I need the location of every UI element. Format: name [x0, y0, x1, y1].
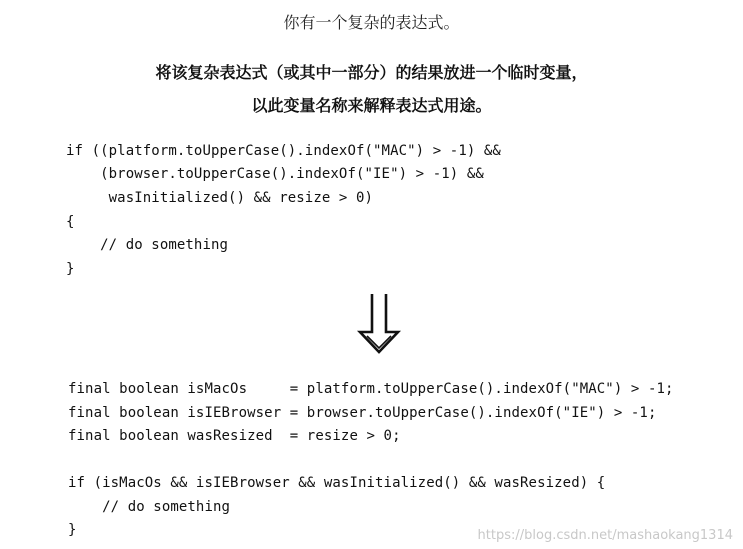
code-line: wasInitialized() && resize > 0)	[66, 190, 374, 206]
rule-line-1: 将该复杂表达式（或其中一部分）的结果放进一个临时变量，	[155, 63, 588, 82]
double-down-arrow-icon	[354, 292, 404, 356]
code-line: {	[66, 214, 75, 230]
watermark: https://blog.csdn.net/mashaokang1314	[477, 528, 733, 543]
code-line: if ((platform.toUpperCase().indexOf("MAC") > -1) &&	[66, 143, 501, 159]
code-line: }	[68, 522, 77, 538]
code-line: if (isMacOs && isIEBrowser && wasInitialized() && wasResized) {	[68, 475, 606, 491]
rule-line-2: 以此变量名称来解释表达式用途。	[251, 96, 492, 115]
code-line: final boolean isMacOs = platform.toUpperCase().indexOf("MAC") > -1;	[68, 381, 674, 397]
code-line: (browser.toUpperCase().indexOf("IE") > -1) &&	[66, 166, 484, 182]
code-line: final boolean wasResized = resize > 0;	[68, 428, 401, 444]
intro-text: 你有一个复杂的表达式。	[283, 13, 460, 32]
code-line: // do something	[66, 237, 229, 253]
code-line: final boolean isIEBrowser = browser.toUpperCase().indexOf("IE") > -1;	[68, 405, 657, 421]
code-line: // do something	[68, 499, 231, 515]
code-line: }	[66, 261, 75, 277]
